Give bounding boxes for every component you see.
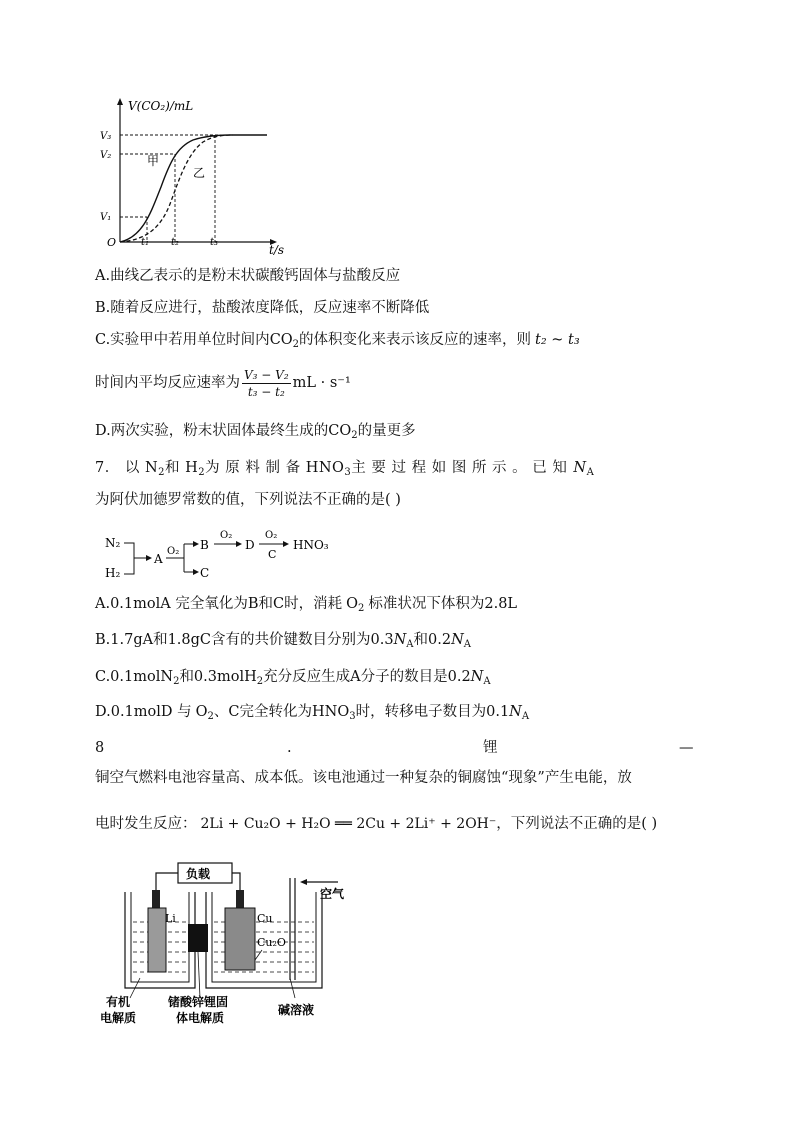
scheme-c2: C — [268, 548, 277, 561]
y-axis-arrow — [117, 98, 123, 105]
load-label: 负载 — [186, 867, 211, 881]
q6-option-b — [95, 298, 700, 318]
solid-electrolyte-label-2: 体电解质 — [176, 1011, 225, 1025]
battery-diagram — [100, 860, 380, 1030]
y-axis-label: V(CO₂)/mL — [128, 99, 194, 113]
organic-electrolyte-label-1: 有机 — [106, 995, 131, 1009]
y-tick-v1: V₁ — [100, 212, 112, 223]
series-label-jia: 甲 — [147, 154, 160, 168]
q8-dash: — — [679, 740, 694, 756]
air-label: 空气 — [320, 887, 345, 901]
q6-option-c-line2 — [95, 363, 700, 403]
q8-dot: . — [287, 740, 292, 756]
q6-option-d — [95, 421, 700, 446]
organic-electrolyte-label-2: 电解质 — [100, 1011, 137, 1025]
battery-reaction: 2Li + Cu₂O + H₂O ══ 2Cu + 2Li⁺ + 2OH⁻ — [200, 816, 497, 832]
q7-stem-line2: 为阿伏加德罗常数的值，下列说法不正确的是( ) — [95, 492, 401, 508]
x-axis-label: t/s — [269, 243, 285, 257]
q6-option-d-part1: D.两次实验，粉末状固体最终生成的 — [95, 423, 329, 439]
scheme-d: D — [245, 538, 255, 552]
scheme-a: A — [154, 552, 163, 566]
scheme-bracket-left — [124, 543, 134, 574]
x-tick-t3: t₃ — [210, 237, 219, 248]
alkaline-solution-label: 碱溶液 — [278, 1003, 315, 1017]
q6-option-d-part2: 的量更多 — [357, 423, 416, 439]
q6-option-c-part2: 的体积变化来表示该反应的速率，则 — [299, 332, 532, 348]
scheme-b: B — [200, 538, 209, 552]
q8-stem-line3: 电时发生反应： 2Li + Cu₂O + H₂O ══ 2Cu + 2Li⁺ + 2OH⁻，下列说法不正确的是( ) — [95, 816, 658, 832]
scheme-arrowhead-a — [146, 555, 152, 561]
co2-volume-chart — [95, 92, 295, 257]
q8-number: 8 — [95, 740, 105, 756]
scheme-h2: H₂ — [105, 566, 121, 580]
li-electrode-rod — [152, 890, 160, 910]
cu-label: Cu — [257, 912, 273, 925]
cu-electrode — [225, 908, 255, 970]
li-label: Li — [165, 912, 176, 925]
series-label-yi: 乙 — [193, 166, 206, 180]
rate-unit: mL · s⁻¹ — [292, 375, 351, 391]
leader-mid — [198, 952, 200, 998]
rate-fraction: $\frac{\text{V₃ − V₂}}{\text{t₃ − t₂}}$ — [244, 367, 289, 399]
q7-option-d: D.0.1molD 与 $O_2$、C完全转化为$HNO_3$时，转移电子数目为$0.1N_A$ — [95, 704, 530, 722]
scheme-arrowhead-b — [193, 541, 199, 547]
origin-label: O — [107, 236, 117, 249]
scheme-c: C — [200, 566, 210, 580]
scheme-o2-3: O₂ — [265, 530, 278, 541]
cu2o-pointer — [255, 950, 262, 960]
co2-formula: $CO_2$ — [269, 332, 300, 350]
q7-stem-line1: 7． 以 $N_2$和 $H_2$为 原 料 制 备 $HNO_3$主 要 过 程 如 图 所 示 。 已 知 $N_A$ — [95, 460, 595, 478]
cu-electrode-rod — [236, 890, 244, 910]
scheme-arrowhead-c — [193, 569, 199, 575]
cu2o-label: Cu₂O — [257, 936, 286, 949]
q8-li: 锂 — [483, 740, 498, 756]
li-electrode — [148, 908, 166, 972]
q8-stem-line2: 铜空气燃料电池容量高、成本低。该电池通过一种复杂的铜腐蚀“现象”产生电能，放 — [95, 770, 632, 786]
q7-option-b: B.1.7gA和1.8gC含有的共价键数目分别为$0.3N_A$和$0.2N_A$ — [95, 632, 471, 650]
q6-option-a — [95, 266, 700, 286]
y-tick-v2: V₂ — [100, 150, 112, 161]
q6-option-c-line2-text: 时间内平均反应速率为 — [95, 375, 240, 391]
solid-electrolyte-label-1: 锗酸锌锂固 — [168, 995, 229, 1009]
q6-option-c-line1 — [95, 330, 700, 355]
air-arrowhead — [300, 879, 307, 885]
q7-option-a: A.0.1molA 完全氧化为B和C时，消耗 $O_2$ 标准状况下体积为2.8L — [95, 596, 518, 614]
y-tick-v3: V₃ — [100, 131, 112, 142]
solid-electrolyte-block — [188, 924, 208, 952]
scheme-arrowhead-d — [236, 541, 242, 547]
q6-option-b-text: B.随着反应进行，盐酸浓度降低，反应速率不断降低 — [95, 300, 430, 316]
q7-reaction-scheme — [100, 530, 360, 582]
q7-option-c: C.0.1molN$_2$和0.3molH$_2$充分反应生成A分子的数目是$0.2N_A$ — [95, 669, 491, 687]
q6-option-c-range: t₂ ~ t₃ — [535, 332, 580, 348]
x-tick-t1: t₁ — [141, 237, 150, 248]
scheme-o2-2: O₂ — [220, 530, 233, 541]
scheme-arrowhead-hno3 — [283, 541, 289, 547]
co2-formula: $CO_2$ — [328, 423, 358, 441]
scheme-n2: N₂ — [105, 536, 121, 550]
q6-option-c-part1: C.实验甲中若用单位时间内 — [95, 332, 270, 348]
x-tick-t2: t₂ — [171, 237, 180, 248]
q6-option-a-text: A.曲线乙表示的是粉末状碳酸钙固体与盐酸反应 — [95, 268, 401, 284]
scheme-hno3: HNO₃ — [293, 538, 329, 552]
scheme-o2-1: O₂ — [167, 546, 180, 557]
curve-yi — [120, 135, 233, 242]
